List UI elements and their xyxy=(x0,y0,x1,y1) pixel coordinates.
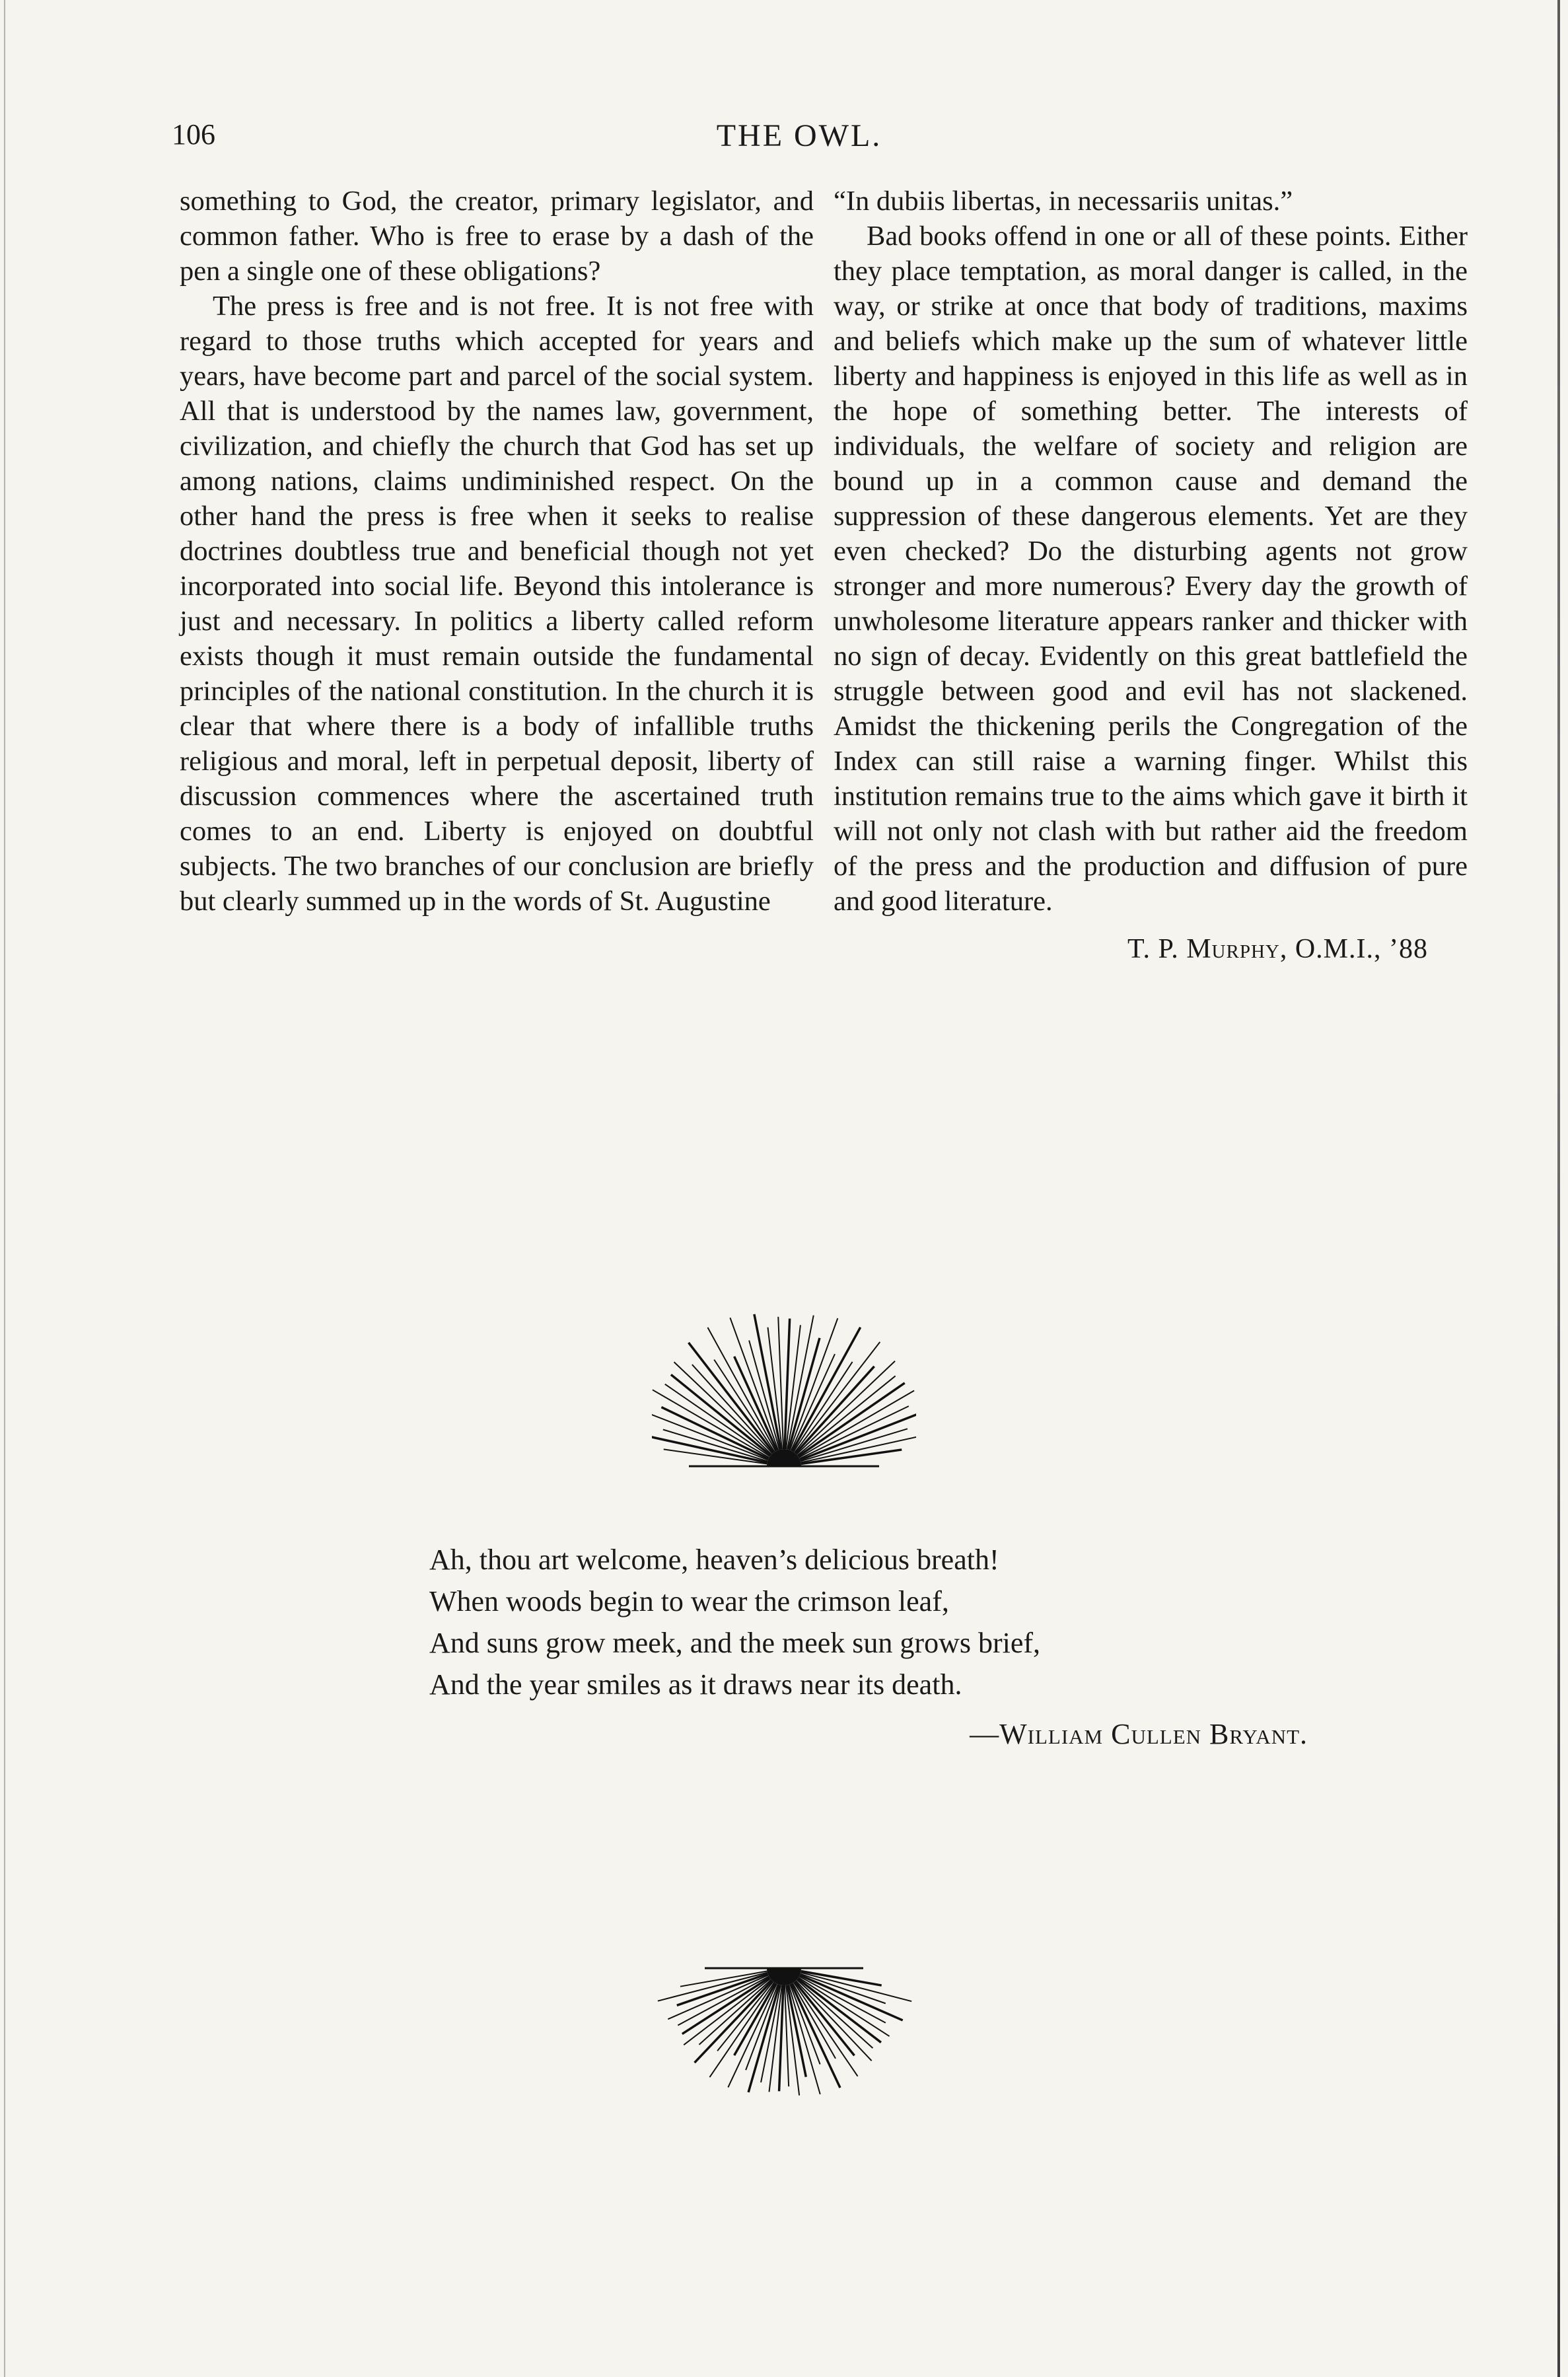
ornament-ray xyxy=(778,1317,783,1449)
author-signature: T. P. Murphy, O.M.I., ’88 xyxy=(1127,934,1428,964)
ornament-ray xyxy=(730,1318,778,1450)
poem-line: And the year smiles as it draws near its death. xyxy=(429,1668,962,1701)
ornament-ray xyxy=(797,1361,895,1454)
poem-line: When woods begin to wear the crimson leaf, xyxy=(429,1585,949,1617)
running-head xyxy=(172,118,1427,157)
poem-line: And suns grow meek, and the meek sun grows brief, xyxy=(429,1627,1041,1659)
page-number: 106 xyxy=(172,118,215,151)
sunburst-ornament-top xyxy=(652,1288,916,1486)
paragraph: The press is free and is not free. It is not free with regard to those truths which accepted for years and years, have become part and parcel of the social system. All that is understood by the names law, government, civilization, and chiefly the church that God has set up among nations, claims undiminished respect. On the other hand the press is free when it seeks to realise doctrines doubtless true and beneficial though not yet incorporated into social life. Beyond this intolerance is just and necessary. In politics a liberty called reform exists though it must remain outside the fundamental principles of the national constitution. In the church it is clear that where there is a body of infallible truths religious and moral, left in perpetual deposit, liberty of discussion commences where the ascertained truth comes to an end. Liberty is enjoyed on doubtful subjects. The two branches of our conclusion are briefly but clearly summed up in the words of St. Augustine xyxy=(180,291,814,917)
poem-line: Ah, thou art welcome, heaven’s delicious breath! xyxy=(429,1543,999,1576)
ornament-ray xyxy=(795,1981,854,2055)
paragraph: something to God, the creator, primary legislator, and common father. Who is free to erase by a dash of the pen a single one of these obligations? xyxy=(180,186,814,287)
page-left-edge xyxy=(4,0,5,2377)
ornament-ray xyxy=(798,1979,881,2043)
ornament-ray xyxy=(787,1985,806,2076)
ornament-ray xyxy=(785,1318,790,1449)
left-column xyxy=(180,184,814,919)
right-column xyxy=(834,184,1468,967)
ornament-ray xyxy=(801,1973,911,2002)
right-column-body xyxy=(834,184,1468,919)
paragraph: “In dubiis libertas, in necessariis unitas.” xyxy=(834,186,1293,217)
poem-attribution: —William Cullen Bryant. xyxy=(970,1718,1308,1750)
paragraph: Bad books offend in one or all of these points. Either they place temptation, as moral danger is called, in the way, or strike at once that body of traditions, maxims and beliefs which make up the sum of whatever little liberty and happiness is enjoyed in this life as well as in the hope of something better. The interests of individuals, the welfare of society and religion are bound up in a common cause and demand the suppression of these dangerous elements. Yet are they even checked? Do the disturbing agents not grow stronger and more numerous? Every day the growth of unwholesome literature appears ranker and thicker with no sign of decay. Evidently on this great battlefield the struggle between good and evil has not slackened. Amidst the thickening perils the Congregation of the Index can still raise a warning finger. Whilst this institution remains true to the aims which gave it birth it will not only not clash with but rather aid the freedom of the press and the production and diffusion of pure and good literature. xyxy=(834,221,1468,917)
ornament-ray xyxy=(761,1985,781,2082)
poem xyxy=(429,1539,1334,1705)
sunburst-ornament-bottom xyxy=(652,1955,916,2107)
journal-title: THE OWL. xyxy=(716,118,882,153)
ornament-ray xyxy=(790,1318,837,1450)
ornament-ray xyxy=(658,1973,767,2001)
page-right-edge xyxy=(1557,0,1560,2377)
